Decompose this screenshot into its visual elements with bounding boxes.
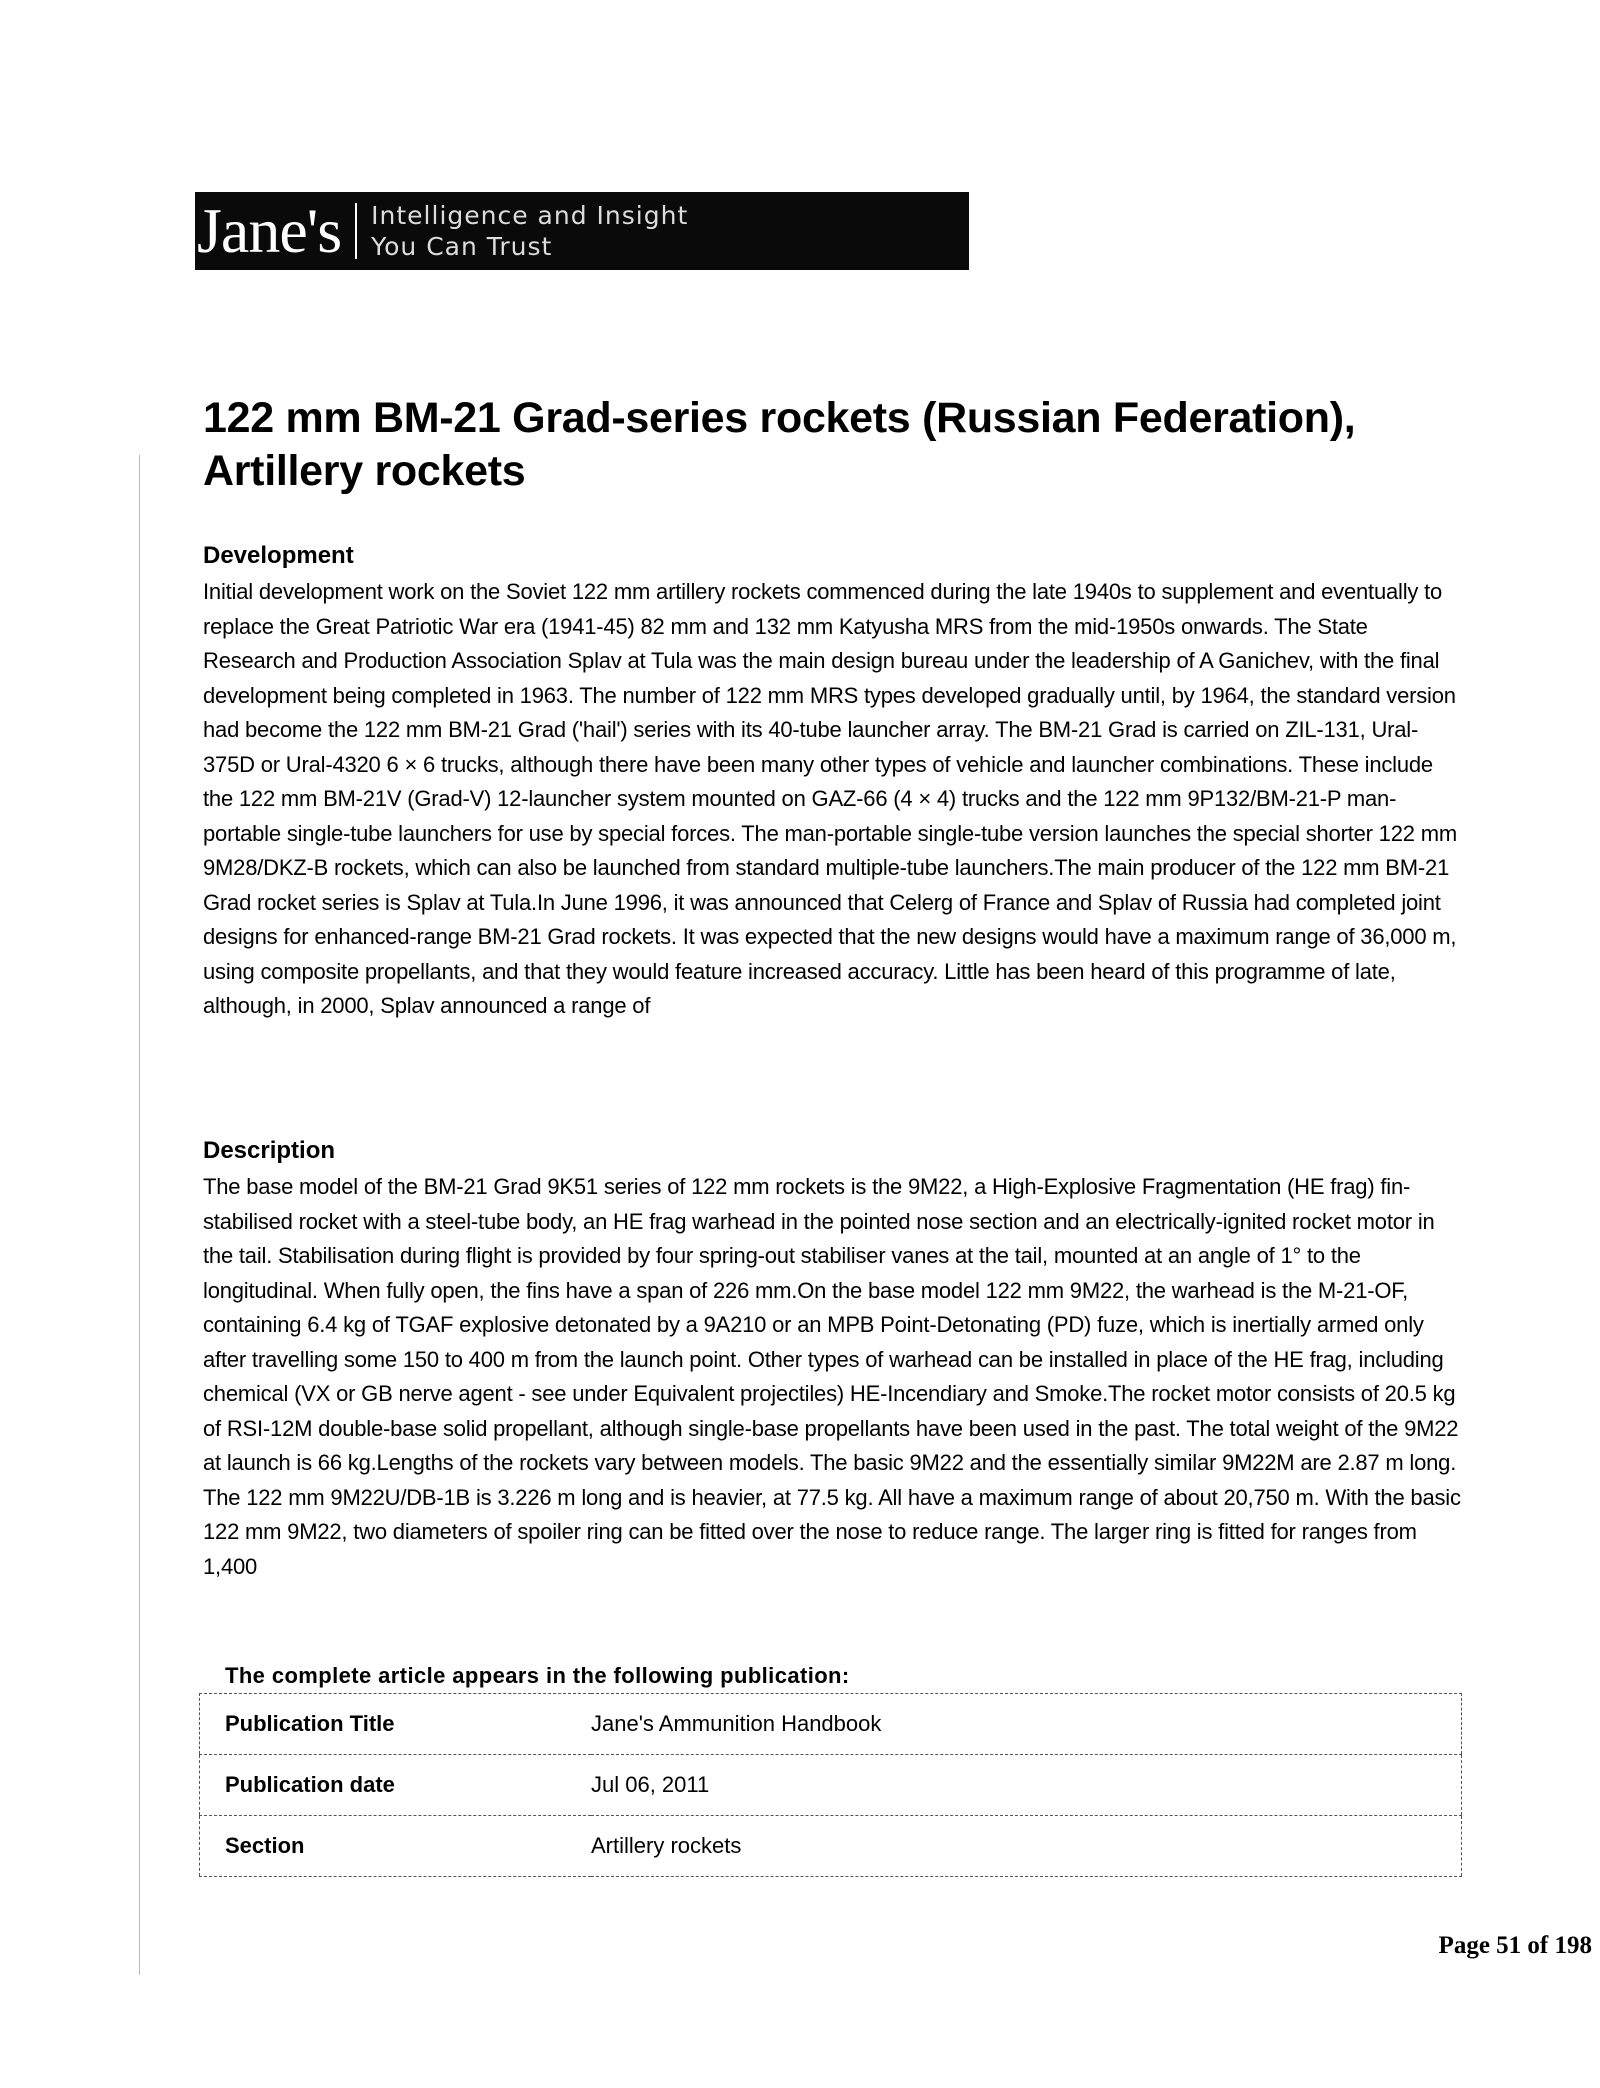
development-body: Initial development work on the Soviet 122 mm artillery rockets commenced during the late 1940s to supplement and eventually to replace the Great Patriotic War era (1941-45) 82 mm and 132 mm Katyusha MRS from the mid-1950s onwards. The State Research and Production Association Splav at Tula was the main design bureau under the leadership of A Ganichev, with the final development being completed in 1963. The number of 122 mm MRS types developed gradually until, by 1964, the standard version had become the 122 mm BM-21 Grad ('hail') series with its 40-tube launcher array. The BM-21 Grad is carried on ZIL-131, Ural-375D or Ural-4320 6 × 6 trucks, although there have been many other types of vehicle and launcher combinations. These include the 122 mm BM-21V (Grad-V) 12-launcher system mounted on GAZ-66 (4 × 4) trucks and the 122 mm 9P132/BM-21-P man-portable single-tube launchers for use by special forces. The man-portable single-tube version launches the special shorter 122 mm 9M28/DKZ-B rockets, which can also be launched from standard multiple-tube launchers.The main producer of the 122 mm BM-21 Grad rocket series is Splav at Tula.In June 1996, it was announced that Celerg of France and Splav of Russia had completed joint designs for enhanced-range BM-21 Grad rockets. It was expected that the new designs would have a maximum range of 36,000 m, using composite propellants, and that they would feature increased accuracy. Little has been heard of this programme of late, although, in 2000, Splav announced a range of [203, 579, 1457, 1018]
publication-table [199, 1693, 1462, 1877]
section-label: Section [200, 1816, 592, 1877]
publication-intro: The complete article appears in the following publication: [225, 1663, 850, 1688]
publication-title-label: Publication Title [200, 1694, 592, 1755]
logo-divider [355, 203, 357, 259]
table-row [200, 1755, 1462, 1816]
table-row [200, 1816, 1462, 1877]
logo-tagline [371, 200, 688, 262]
description-body: The base model of the BM-21 Grad 9K51 series of 122 mm rockets is the 9M22, a High-Explosive Fragmentation (HE frag) fin-stabilised rocket with a steel-tube body, an HE frag warhead in the pointed nose section and an electrically-ignited rocket motor in the tail. Stabilisation during flight is provided by four spring-out stabiliser vanes at the tail, mounted at an angle of 1° to the longitudinal. When fully open, the fins have a span of 226 mm.On the base model 122 mm 9M22, the warhead is the M-21-OF, containing 6.4 kg of TGAF explosive detonated by a 9A210 or an MPB Point-Detonating (PD) fuze, which is inertially armed only after travelling some 150 to 400 m from the launch point. Other types of warhead can be installed in place of the HE frag, including chemical (VX or GB nerve agent - see under Equivalent projectiles) HE-Incendiary and Smoke.The rocket motor consists of 20.5 kg of RSI-12M double-base solid propellant, although single-base propellants have been used in the past. The total weight of the 9M22 at launch is 66 kg.Lengths of the rockets vary between models. The basic 9M22 and the essentially similar 9M22M are 2.87 m long. The 122 mm 9M22U/DB-1B is 3.226 m long and is heavier, at 77.5 kg. All have a maximum range of about 20,750 m. With the basic 122 mm 9M22, two diameters of spoiler ring can be fitted over the nose to reduce range. The larger ring is fitted for ranges from 1,400 [203, 1174, 1461, 1579]
page-margin-rule [139, 455, 140, 1975]
development-heading: Development [203, 542, 354, 569]
janes-logo [195, 192, 969, 270]
table-row [200, 1694, 1462, 1755]
tagline-line-2: You Can Trust [371, 232, 553, 261]
description-heading: Description [203, 1137, 336, 1164]
page-number: Page 51 of 198 [1438, 1932, 1592, 1959]
publication-title-value: Jane's Ammunition Handbook [591, 1694, 1462, 1755]
article-title: 122 mm BM-21 Grad-series rockets (Russian Federation), Artillery rockets [203, 394, 1356, 495]
publication-date-value: Jul 06, 2011 [591, 1755, 1462, 1816]
tagline-line-1: Intelligence and Insight [371, 201, 689, 230]
section-value: Artillery rockets [591, 1816, 1462, 1877]
publication-date-label: Publication date [200, 1755, 592, 1816]
logo-wordmark: Jane's [197, 195, 342, 266]
